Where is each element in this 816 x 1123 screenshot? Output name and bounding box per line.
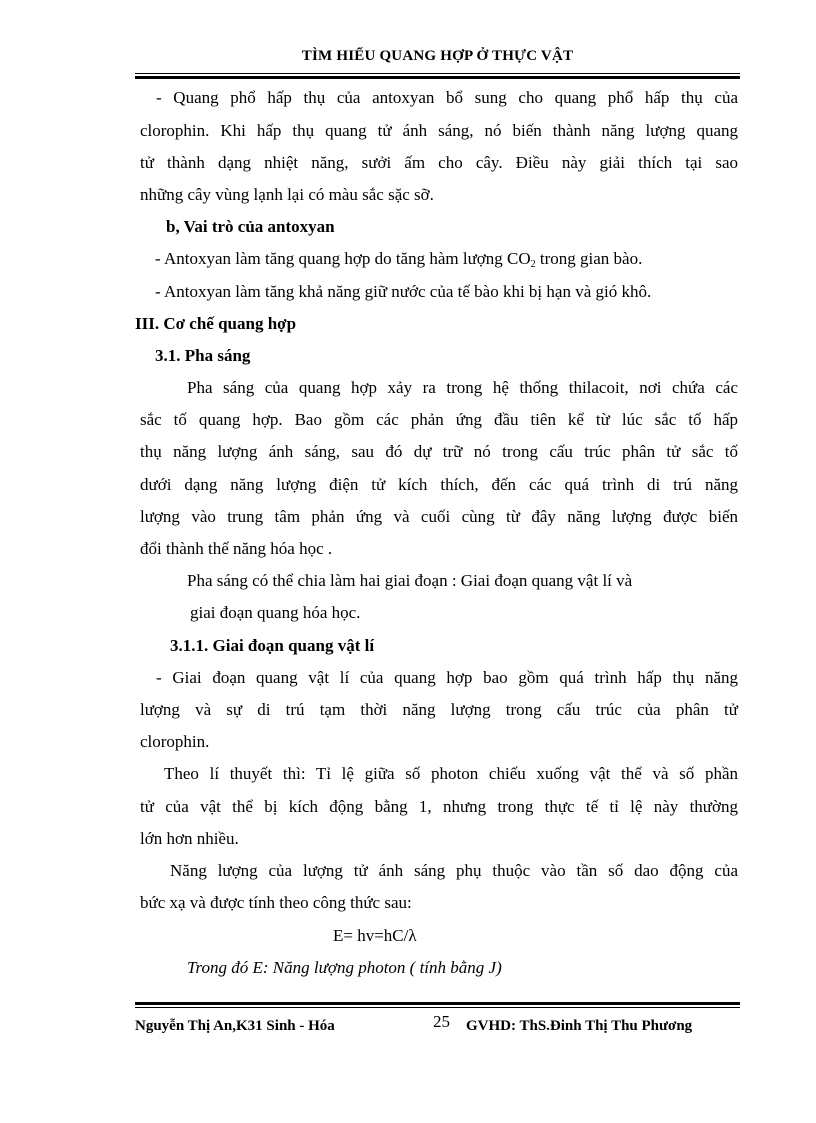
paragraph-line: - Giai đoạn quang vật lí của quang hợp bao gồm quá trình hấp thụ năng: [156, 668, 738, 687]
paragraph-line: Pha sáng có thể chia làm hai giai đoạn : Giai đoạn quang vật lí và: [187, 571, 633, 590]
footer-advisor: GVHD: ThS.Đinh Thị Thu Phương: [466, 1018, 693, 1034]
bullet-text: trong gian bào.: [535, 249, 643, 268]
formula-note: Trong đó E: Năng lượng photon ( tính bằng J): [187, 958, 502, 977]
paragraph-line: những cây vùng lạnh lại có màu sắc sặc sỡ.: [140, 185, 434, 204]
section-heading-3-1-1: 3.1.1. Giai đoạn quang vật lí: [170, 636, 375, 655]
paragraph-line: tử của vật thể bị kích động bằng 1, nhưng trong thực tế tỉ lệ này thường: [140, 797, 738, 816]
paragraph-line: tử thành dạng nhiệt năng, sưởi ấm cho cây. Điều này giải thích tại sao: [140, 153, 738, 172]
bullet-line: [155, 249, 642, 269]
paragraph-line: clorophin.: [140, 732, 210, 751]
paragraph-line: giai đoạn quang hóa học.: [190, 603, 361, 622]
paragraph-line: Pha sáng của quang hợp xảy ra trong hệ thống thilacoit, nơi chứa các: [187, 378, 738, 397]
footer-rule-bottom: [135, 1007, 740, 1008]
bullet-line: - Antoxyan làm tăng khả năng giữ nước của tế bào khi bị hạn và gió khô.: [155, 282, 652, 301]
paragraph-line: - Quang phổ hấp thụ của antoxyan bổ sung cho quang phổ hấp thụ của: [156, 88, 738, 107]
bullet-text: - Antoxyan làm tăng quang hợp do tăng hàm lượng CO: [155, 249, 531, 268]
section-heading-b: b, Vai trò của antoxyan: [166, 217, 335, 236]
header-title: TÌM HIỂU QUANG HỢP Ở THỰC VẬT: [301, 48, 574, 64]
paragraph-line: thụ năng lượng ánh sáng, sau đó dự trữ nó trong cấu trúc phân tử sắc tố: [140, 442, 738, 461]
paragraph-line: Năng lượng của lượng tử ánh sáng phụ thuộc vào tần số dao động của: [170, 861, 738, 880]
paragraph-line: lớn hơn nhiều.: [140, 829, 239, 848]
footer-rule-top: [135, 1002, 740, 1005]
subscript: 2: [530, 259, 536, 270]
header-rule-top: [135, 73, 740, 74]
paragraph-line: bức xạ và được tính theo công thức sau:: [140, 893, 412, 912]
footer-author: Nguyễn Thị An,K31 Sinh - Hóa: [135, 1018, 335, 1034]
paragraph-line: clorophin. Khi hấp thụ quang tử ánh sáng, nó biến thành năng lượng quang: [140, 121, 738, 140]
paragraph-line: lượng và sự di trú tạm thời năng lượng trong cấu trúc của phân tử: [140, 700, 738, 719]
paragraph-line: Theo lí thuyết thì: Tỉ lệ giữa số photon chiếu xuống vật thể và số phần: [164, 764, 738, 783]
section-heading-3-1: 3.1. Pha sáng: [155, 346, 251, 365]
section-heading-iii: III. Cơ chế quang hợp: [135, 314, 297, 333]
page-number: 25: [433, 1012, 450, 1031]
paragraph-line: sắc tố quang hợp. Bao gồm các phản ứng đầu tiên kể từ lúc sắc tố hấp: [140, 410, 738, 429]
header-rule-bottom: [135, 76, 740, 79]
formula: E= hv=hC/λ: [333, 926, 417, 945]
paragraph-line: lượng vào trung tâm phản ứng và cuối cùng từ đây năng lượng được biến: [140, 507, 738, 526]
paragraph-line: đổi thành thế năng hóa học .: [140, 539, 333, 558]
paragraph-line: dưới dạng năng lượng điện tử kích thích, đến các quá trình di trú năng: [140, 475, 738, 494]
